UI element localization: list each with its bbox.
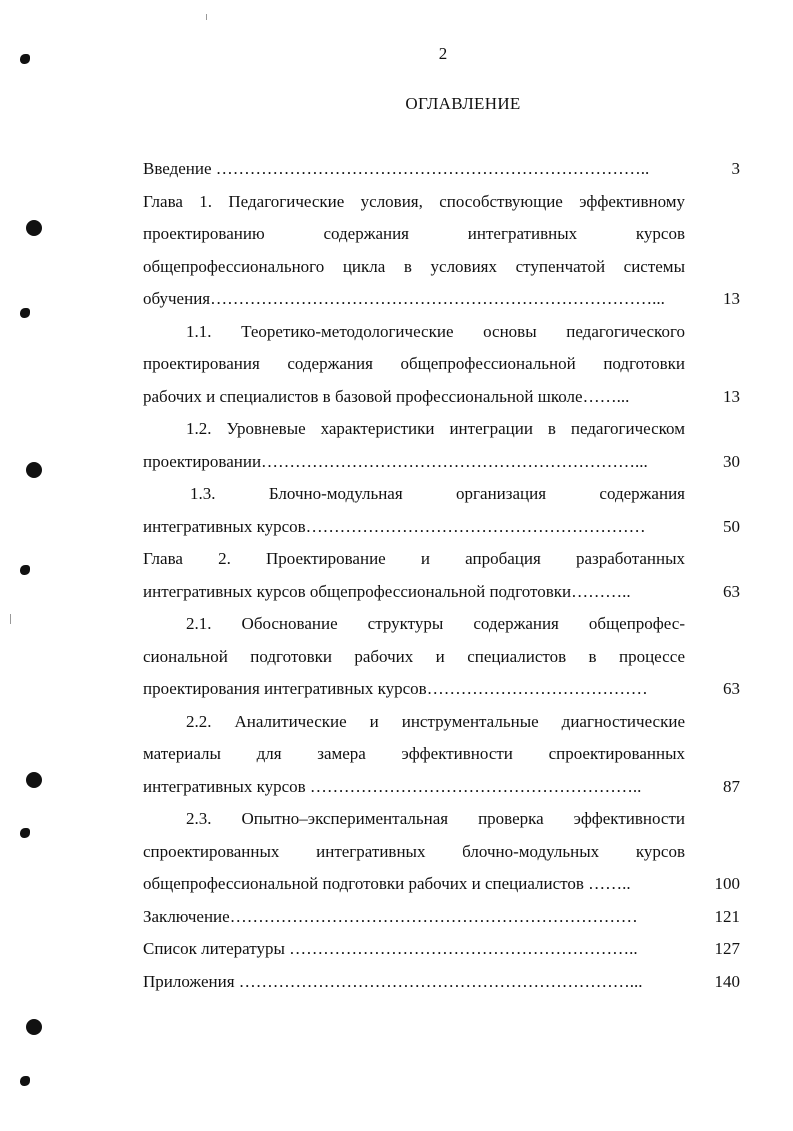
toc-line-s11-1: 1.1. Теоретико-методологические основы педагогического xyxy=(186,322,685,341)
toc-page-s23: 100 xyxy=(714,874,740,893)
toc-page-s12: 30 xyxy=(723,452,740,471)
toc-line-ch1-3: общепрофессионального цикла в условиях ступенчатой системы xyxy=(143,257,685,276)
scan-mark xyxy=(26,772,42,788)
scan-mark xyxy=(20,828,30,838)
scan-mark xyxy=(26,462,42,478)
toc-line-references: Список литературы …………………………………………………….. xyxy=(143,939,638,958)
scan-mark xyxy=(20,308,30,318)
scan-mark xyxy=(20,1076,30,1086)
toc-line-s12-1: 1.2. Уровневые характеристики интеграции в педагогическом xyxy=(186,419,685,438)
toc-line-s11-2: проектирования содержания общепрофессиональной подготовки xyxy=(143,354,685,373)
toc-page-ch2: 63 xyxy=(723,582,740,601)
scan-speck xyxy=(10,614,11,624)
toc-line-s22-1: 2.2. Аналитические и инструментальные диагностические xyxy=(186,712,685,731)
toc-line-s21-3: проектирования интегративных курсов………………………………… xyxy=(143,679,648,698)
toc-line-s22-2: материалы для замера эффективности спроектированных xyxy=(143,744,685,763)
toc-line-s13-2: интегративных курсов…………………………………………………… xyxy=(143,517,646,536)
toc-line-s11-3: рабочих и специалистов в базовой профессиональной школе……... xyxy=(143,387,630,406)
toc-line-ch2-2: интегративных курсов общепрофессиональной подготовки……….. xyxy=(143,582,631,601)
toc-line-appendices: Приложения ……………………………………………………………... xyxy=(143,972,643,991)
toc-page-s13: 50 xyxy=(723,517,740,536)
toc-line-conclusion: Заключение……………………………………………………………… xyxy=(143,907,638,926)
toc-line-ch1-2: проектированию содержания интегративных курсов xyxy=(143,224,685,243)
scan-mark xyxy=(20,565,30,575)
toc-line-s21-1: 2.1. Обоснование структуры содержания общепрофес- xyxy=(186,614,685,633)
toc-line-s13-1: 1.3. Блочно-модульная организация содержания xyxy=(190,484,685,503)
toc-line-s23-3: общепрофессиональной подготовки рабочих и специалистов …….. xyxy=(143,874,631,893)
toc-line-s23-2: спроектированных интегративных блочно-модульных курсов xyxy=(143,842,685,861)
page-title: ОГЛАВЛЕНИЕ xyxy=(405,94,521,113)
toc-page-ch1: 13 xyxy=(723,289,740,308)
toc-line-ch2-1: Глава 2. Проектирование и апробация разработанных xyxy=(143,549,685,568)
toc-page-s22: 87 xyxy=(723,777,740,796)
toc-page-conclusion: 121 xyxy=(714,907,740,926)
toc-line-ch1-1: Глава 1. Педагогические условия, способствующие эффективному xyxy=(143,192,685,211)
toc-line-intro: Введение ………………………………………………………………….. xyxy=(143,159,650,178)
toc-page-s11: 13 xyxy=(723,387,740,406)
toc-line-s23-1: 2.3. Опытно–экспериментальная проверка эффективности xyxy=(186,809,685,828)
scan-mark xyxy=(26,220,42,236)
scan-speck xyxy=(206,14,207,20)
scan-mark xyxy=(26,1019,42,1035)
toc-page-intro: 3 xyxy=(731,159,740,178)
toc-line-s21-2: сиональной подготовки рабочих и специалистов в процессе xyxy=(143,647,685,666)
toc-page-references: 127 xyxy=(714,939,740,958)
toc-line-s12-2: проектировании…………………………………………………………... xyxy=(143,452,648,471)
scan-mark xyxy=(20,54,30,64)
toc-page-s21: 63 xyxy=(723,679,740,698)
toc-line-s22-3: интегративных курсов ………………………………………………….. xyxy=(143,777,642,796)
toc-line-ch1-4: обучения……………………………………………………………………... xyxy=(143,289,665,308)
toc-page-appendices: 140 xyxy=(714,972,740,991)
page-number: 2 xyxy=(438,44,448,63)
